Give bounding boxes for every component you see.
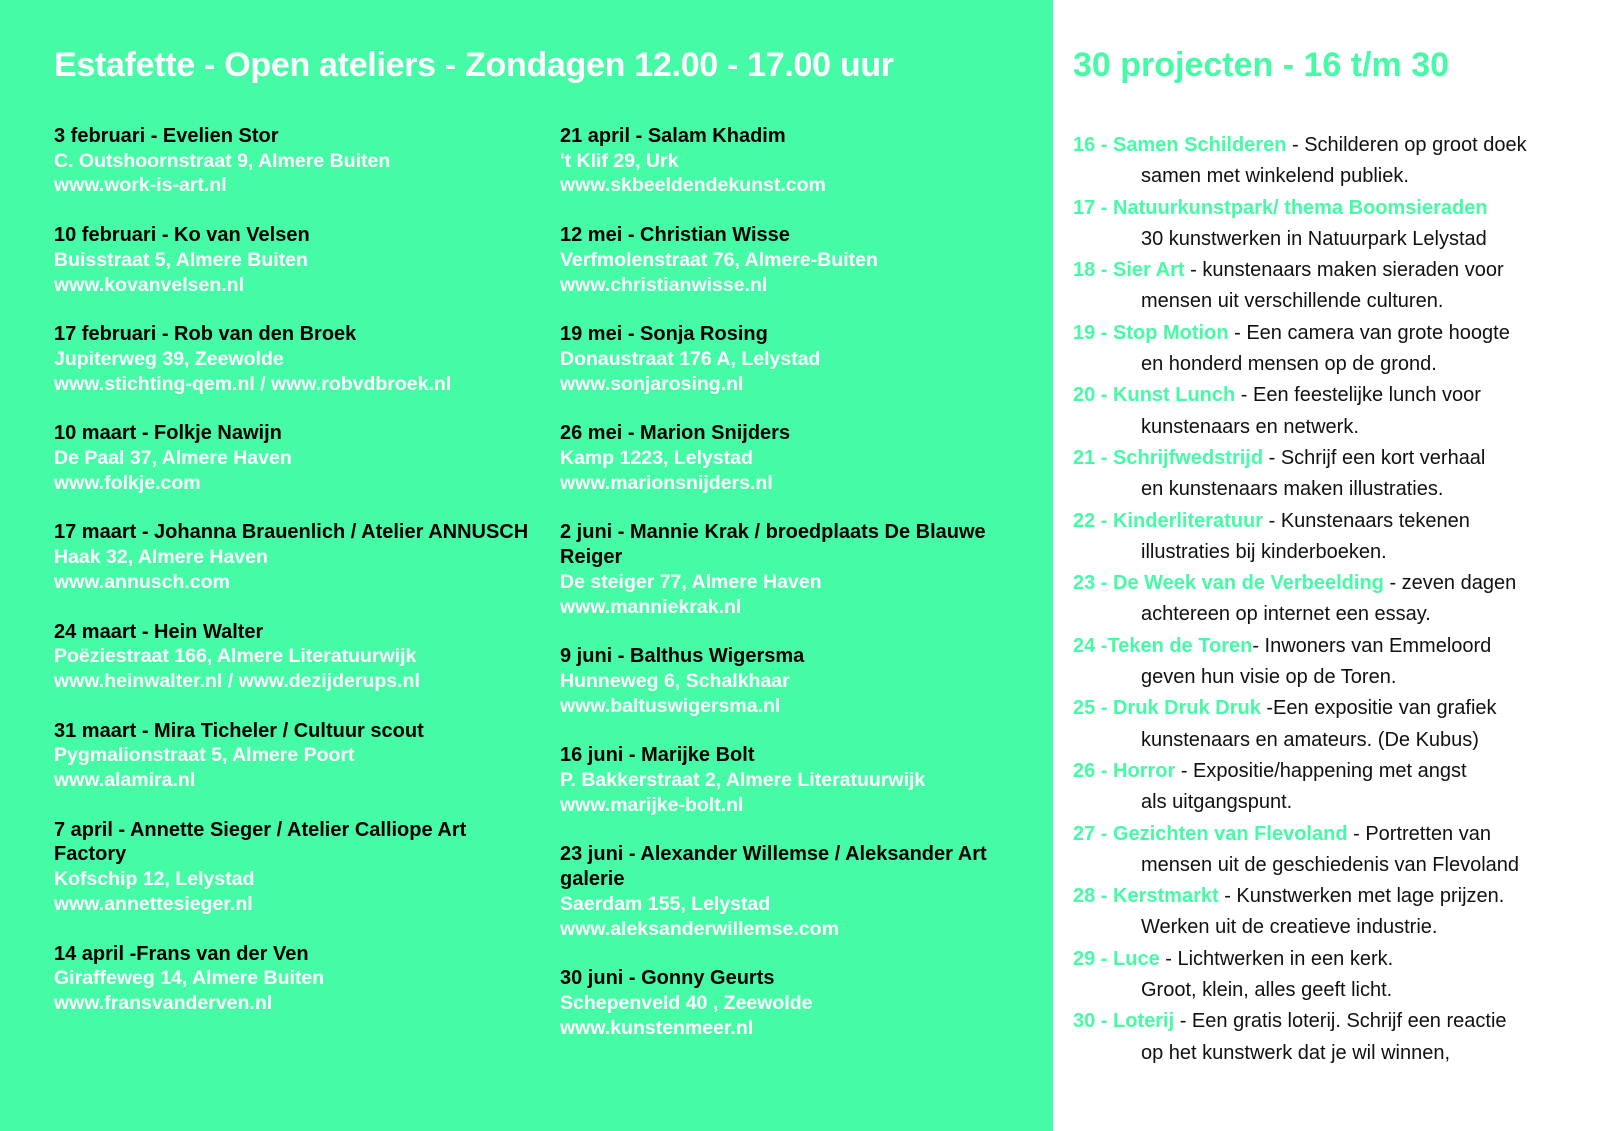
event-address: Saerdam 155, Lelystad <box>560 892 771 915</box>
event-item <box>54 620 534 694</box>
event-website-link[interactable]: www.kovanvelsen.nl <box>54 273 245 296</box>
event-address: Pygmalionstraat 5, Almere Poort <box>54 744 355 767</box>
project-description: - Expositie/happening met angst <box>1175 759 1467 782</box>
event-address: Schepenveld 40 , Zeewolde <box>560 991 813 1014</box>
project-line <box>1073 506 1593 537</box>
project-description: - Een feestelijke lunch voor <box>1235 384 1481 407</box>
event-item <box>560 421 1010 495</box>
event-date-artist: 14 april -Frans van der Ven <box>54 942 309 965</box>
event-website-link[interactable]: www.stichting-qem.nl / www.robvdbroek.nl <box>54 372 452 395</box>
event-website-link[interactable]: www.marijke-bolt.nl <box>560 793 744 816</box>
event-item <box>54 818 534 917</box>
project-item <box>1073 1006 1593 1069</box>
event-website-link[interactable]: www.manniekrak.nl <box>560 595 742 618</box>
project-name: Kunst Lunch <box>1113 384 1236 407</box>
event-date-artist: 24 maart - Hein Walter <box>54 620 264 643</box>
project-description-continued: 30 kunstwerken in Natuurpark Lelystad <box>1141 227 1487 250</box>
project-name: Druk Druk Druk <box>1113 697 1261 720</box>
project-description: -Een expositie van grafiek <box>1260 697 1497 720</box>
event-date-artist: 19 mei - Sonja Rosing <box>560 323 768 346</box>
project-name: Horror <box>1113 759 1176 782</box>
project-description: - Schrijf een kort verhaal <box>1263 446 1486 469</box>
project-item <box>1073 881 1593 944</box>
event-address: Kofschip 12, Lelystad <box>54 868 255 891</box>
project-description-continued: en kunstenaars maken illustraties. <box>1141 478 1444 501</box>
project-item <box>1073 443 1593 506</box>
project-item <box>1073 693 1593 756</box>
project-description-continued: Werken uit de creatieve industrie. <box>1141 916 1438 939</box>
event-item <box>54 421 534 495</box>
event-website-link[interactable]: www.christianwisse.nl <box>560 273 768 296</box>
event-date-artist: 21 april - Salam Khadim <box>560 125 786 147</box>
project-number: 19 - <box>1073 321 1114 344</box>
event-item <box>54 223 534 297</box>
event-date-artist: 30 juni - Gonny Geurts <box>560 967 775 990</box>
event-address: Jupiterweg 39, Zeewolde <box>54 347 284 370</box>
project-item <box>1073 380 1593 443</box>
project-description-continued: en honderd mensen op de grond. <box>1141 353 1437 376</box>
event-item <box>54 124 534 198</box>
event-address: Poëziestraat 166, Almere Literatuurwijk <box>54 645 417 668</box>
event-address: Haak 32, Almere Haven <box>54 546 268 569</box>
event-date-artist: 31 maart - Mira Ticheler / Cultuur scout <box>54 719 424 742</box>
project-item <box>1073 130 1593 193</box>
project-number: 27 - <box>1073 822 1114 845</box>
project-description-continued: geven hun visie op de Toren. <box>1141 666 1397 689</box>
project-item <box>1073 506 1593 569</box>
project-description-continued: illustraties bij kinderboeken. <box>1141 540 1387 563</box>
project-description: - Schilderen op groot doek <box>1286 134 1527 156</box>
project-number: 21 - <box>1073 446 1114 469</box>
project-description-continued: mensen uit verschillende culturen. <box>1141 290 1444 313</box>
project-item <box>1073 819 1593 882</box>
project-description-continued: als uitgangspunt. <box>1141 791 1293 814</box>
project-number: 24 - <box>1073 634 1108 657</box>
project-name: Kinderliteratuur <box>1113 509 1264 532</box>
event-item <box>560 223 1010 297</box>
event-date-artist: 26 mei - Marion Snijders <box>560 422 791 445</box>
event-website-link[interactable]: www.fransvanderven.nl <box>54 991 273 1014</box>
event-date-artist: 12 mei - Christian Wisse <box>560 224 790 247</box>
project-line <box>1073 130 1593 161</box>
project-line <box>1073 380 1593 411</box>
project-description: - Lichtwerken in een kerk. <box>1159 947 1394 970</box>
project-line <box>1073 568 1593 599</box>
project-name: Schrijfwedstrijd <box>1113 446 1264 469</box>
project-number: 17 - <box>1073 196 1114 219</box>
project-line <box>1073 944 1593 975</box>
project-line <box>1073 756 1593 787</box>
projects-list <box>1073 130 1593 1069</box>
event-address: P. Bakkerstraat 2, Almere Literatuurwijk <box>560 769 926 792</box>
project-line <box>1073 443 1593 474</box>
project-number: 18 - <box>1073 259 1114 282</box>
event-date-artist: 23 juni - Alexander Willemse / Aleksander Art galerie <box>560 843 987 891</box>
event-website-link[interactable]: www.alamira.nl <box>54 769 196 792</box>
project-item <box>1073 568 1593 631</box>
projects-title: 30 projecten - 16 t/m 30 <box>1073 46 1450 84</box>
event-item <box>560 644 1010 718</box>
project-description-continued: kunstenaars en amateurs. (De Kubus) <box>1141 728 1479 751</box>
project-line <box>1073 819 1593 850</box>
project-line <box>1073 881 1593 912</box>
event-website-link[interactable]: www.skbeeldendekunst.com <box>560 174 826 197</box>
event-address: Verfmolenstraat 76, Almere-Buiten <box>560 248 878 271</box>
project-item <box>1073 756 1593 819</box>
project-description: - Een gratis loterij. Schrijf een reactie <box>1174 1010 1507 1033</box>
event-website-link[interactable]: www.aleksanderwillemse.com <box>560 917 839 940</box>
project-name: Luce <box>1113 947 1160 970</box>
event-item <box>560 322 1010 396</box>
event-item <box>560 842 1010 941</box>
project-number: 26 - <box>1073 759 1114 782</box>
event-date-artist: 16 juni - Marijke Bolt <box>560 744 755 767</box>
event-item <box>54 322 534 396</box>
event-website-link[interactable]: www.marionsnijders.nl <box>560 471 773 494</box>
project-name: Samen Schilderen <box>1113 134 1287 156</box>
project-description-continued: achtereen op internet een essay. <box>1141 603 1431 626</box>
project-name: Loterij <box>1113 1010 1175 1033</box>
project-description: - Een camera van grote hoogte <box>1228 321 1510 344</box>
project-number: 20 - <box>1073 384 1114 407</box>
project-number: 22 - <box>1073 509 1114 532</box>
project-name: Teken de Toren <box>1107 634 1253 657</box>
event-website-link[interactable]: www.annusch.com <box>54 570 230 593</box>
project-description: - kunstenaars maken sieraden voor <box>1184 259 1504 282</box>
project-description-continued: op het kunstwerk dat je wil winnen, <box>1141 1041 1451 1064</box>
project-name: Stop Motion <box>1113 321 1229 344</box>
event-date-artist: 10 februari - Ko van Velsen <box>54 224 310 247</box>
project-name: Kerstmarkt <box>1113 885 1219 908</box>
project-name: Gezichten van Flevoland <box>1113 822 1348 845</box>
event-website-link[interactable]: www.folkje.com <box>54 471 201 494</box>
project-name: Sier Art <box>1113 259 1185 282</box>
event-date-artist: 17 februari - Rob van den Broek <box>54 323 357 346</box>
event-address: Hunneweg 6, Schalkhaar <box>560 669 790 692</box>
project-number: 25 - <box>1073 697 1114 720</box>
event-date-artist: 7 april - Annette Sieger / Atelier Calliope Art Factory <box>54 818 467 866</box>
event-date-artist: 2 juni - Mannie Krak / broedplaats De Blauwe Reiger <box>560 521 986 569</box>
event-date-artist: 17 maart - Johanna Brauenlich / Atelier ANNUSCH <box>54 521 529 544</box>
events-column-1 <box>54 124 534 1041</box>
project-name: Natuurkunstpark/ thema Boomsieraden <box>1113 196 1488 219</box>
project-item <box>1073 193 1593 256</box>
project-line <box>1073 693 1593 724</box>
event-website-link[interactable]: www.kunstenmeer.nl <box>560 1016 754 1039</box>
project-description-continued: samen met winkelend publiek. <box>1141 165 1409 188</box>
project-description-continued: kunstenaars en netwerk. <box>1141 415 1359 438</box>
project-number: 23 - <box>1073 572 1114 595</box>
event-item <box>560 520 1010 619</box>
event-website-link[interactable]: www.sonjarosing.nl <box>560 372 744 395</box>
event-website-link[interactable]: www.heinwalter.nl / www.dezijderups.nl <box>54 669 420 692</box>
event-item <box>54 719 534 793</box>
event-website-link[interactable]: www.baltuswigersma.nl <box>560 694 781 717</box>
project-line <box>1073 631 1593 662</box>
project-number: 29 - <box>1073 947 1114 970</box>
project-description: - zeven dagen <box>1383 572 1517 595</box>
event-address: De Paal 37, Almere Haven <box>54 447 292 470</box>
event-item <box>560 743 1010 817</box>
event-address: 't Klif 29, Urk <box>560 149 679 172</box>
event-address: Donaustraat 176 A, Lelystad <box>560 347 821 370</box>
event-date-artist: 9 juni - Balthus Wigersma <box>560 645 805 668</box>
event-address: Buisstraat 5, Almere Buiten <box>54 248 308 271</box>
project-description-continued: Groot, klein, alles geeft licht. <box>1141 979 1393 1002</box>
project-description: - Kunstwerken met lage prijzen. <box>1218 885 1505 908</box>
event-address: C. Outshoornstraat 9, Almere Buiten <box>54 149 391 172</box>
project-description-continued: mensen uit de geschiedenis van Flevoland <box>1141 853 1520 876</box>
event-item <box>54 942 534 1016</box>
events-column-2 <box>560 124 1010 1065</box>
project-number: 28 - <box>1073 885 1114 908</box>
project-number: 30 - <box>1073 1010 1114 1033</box>
event-address: Kamp 1223, Lelystad <box>560 447 753 470</box>
project-line <box>1073 193 1593 224</box>
project-item <box>1073 318 1593 381</box>
event-item <box>54 520 534 594</box>
project-description: - Portretten van <box>1347 822 1491 845</box>
event-address: De steiger 77, Almere Haven <box>560 570 822 593</box>
event-date-artist: 3 februari - Evelien Stor <box>54 125 279 147</box>
project-item <box>1073 944 1593 1007</box>
project-number: 16 - <box>1073 134 1114 156</box>
project-line <box>1073 1006 1593 1037</box>
page-title: Estafette - Open ateliers - Zondagen 12.00 - 17.00 uur <box>54 46 894 84</box>
event-item <box>560 124 1010 198</box>
project-description: - Kunstenaars tekenen <box>1263 509 1470 532</box>
event-website-link[interactable]: www.work-is-art.nl <box>54 174 227 197</box>
event-date-artist: 10 maart - Folkje Nawijn <box>54 422 282 445</box>
project-line <box>1073 255 1593 286</box>
event-item <box>560 966 1010 1040</box>
project-item <box>1073 631 1593 694</box>
event-website-link[interactable]: www.annettesieger.nl <box>54 892 253 915</box>
event-address: Giraffeweg 14, Almere Buiten <box>54 967 325 990</box>
project-item <box>1073 255 1593 318</box>
project-name: De Week van de Verbeelding <box>1113 572 1384 595</box>
project-line <box>1073 318 1593 349</box>
project-description: - Inwoners van Emmeloord <box>1252 634 1492 657</box>
